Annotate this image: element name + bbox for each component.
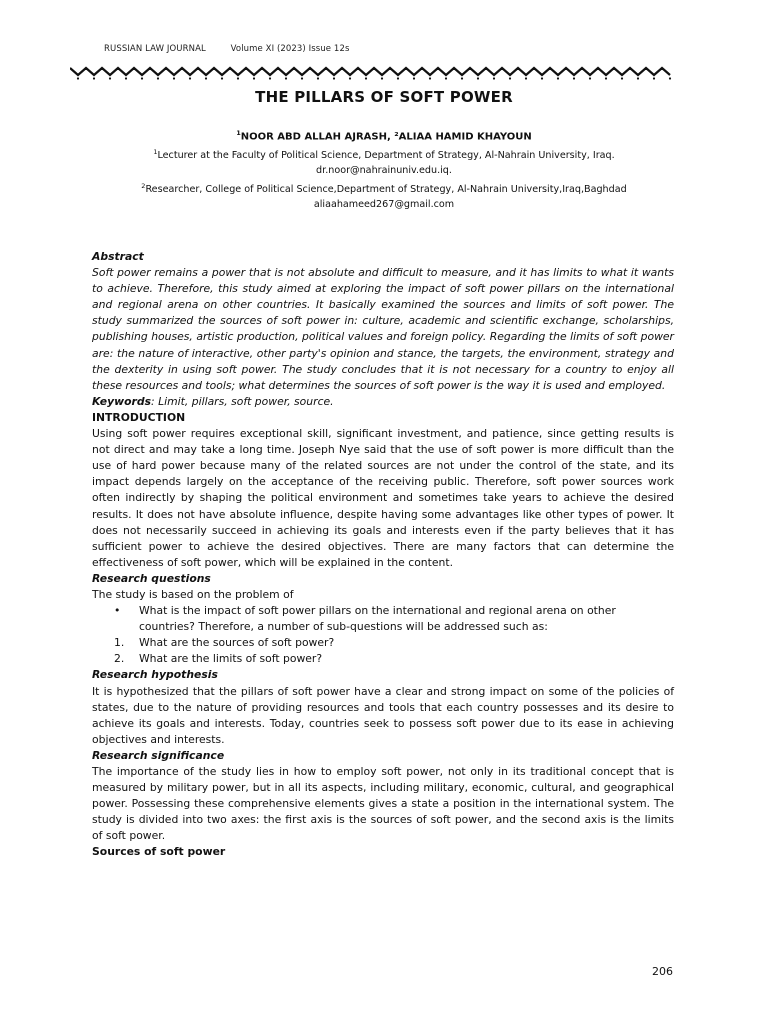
journal-issue: Volume XI (2023) Issue 12s [230, 44, 350, 54]
paper-body [92, 249, 674, 861]
zigzag-dot [461, 77, 463, 79]
email-1: dr.noor@nahrainuniv.edu.iq. [316, 165, 452, 177]
zigzag-dot [589, 77, 591, 79]
introduction-heading: INTRODUCTION [92, 410, 186, 424]
abstract-text: Soft power remains a power that is not absolute and difficult to measure, and it has limits to what it wants to achieve. Therefore, this study aimed at exploring the impact of soft power pillars on the international and regional arena on other countries. It basically examined the sources and limits of soft power. The study summarized the sources of soft power in: culture, academic and scientific exchange, scholarships, publishing houses, artistic production, political values and foreign policy. Regarding the limits of soft power are: the nature of interactive, other party's opinion and stance, the targets, the environment, strategy and the dexterity in using soft power. The study concludes that it is not necessary for a country to enjoy all these resources and tools; what determines the sources of soft power is the way it is used and employed. [92, 266, 674, 392]
list-item [92, 651, 674, 667]
zigzag-dot [253, 77, 255, 79]
research-questions-intro: The study is based on the problem of [92, 587, 294, 601]
zigzag-dot [509, 77, 511, 79]
zigzag-dot [573, 77, 575, 79]
zigzag-dot [221, 77, 223, 79]
zigzag-dot [77, 77, 79, 79]
zigzag-dot [637, 77, 639, 79]
zigzag-dot [333, 77, 335, 79]
zigzag-dot [621, 77, 623, 79]
page-number: 206 [652, 965, 673, 978]
zigzag-dot [413, 77, 415, 79]
sub-question: What are the limits of soft power? [139, 652, 323, 666]
research-hypothesis-text: It is hypothesized that the pillars of soft power have a clear and strong impact on some of the policies of states, due to the nature of providing resources and tools that each country possesses and its desire to achieve its goals and interests. Today, countries seek to possess soft power due to its ease in achieving objectives and interests. [92, 684, 674, 746]
zigzag-dot [525, 77, 527, 79]
list-marker: 1. [114, 636, 125, 650]
zigzag-dot [269, 77, 271, 79]
list-marker: 2. [114, 652, 125, 666]
zigzag-dot [189, 77, 191, 79]
journal-name: RUSSIAN LAW JOURNAL [104, 44, 206, 54]
zigzag-dot [365, 77, 367, 79]
keywords-text: : Limit, pillars, soft power, source. [151, 394, 334, 408]
running-header [104, 44, 371, 54]
author-block [0, 126, 768, 213]
research-questions-heading: Research questions [92, 571, 211, 585]
zigzag-dot [237, 77, 239, 79]
affiliation-2: $^2$Researcher, College of Political Science,Department of Strategy, Al-Nahrain University,Iraq,Baghdad [141, 181, 627, 196]
abstract-section [92, 249, 674, 394]
zigzag-dot [125, 77, 127, 79]
zigzag-dot [477, 77, 479, 79]
abstract-heading: Abstract [92, 250, 144, 263]
zigzag-dot [493, 77, 495, 79]
zigzag-dot [653, 77, 655, 79]
paper-title: THE PILLARS OF SOFT POWER [255, 88, 513, 106]
sub-question: What are the sources of soft power? [139, 636, 335, 650]
zigzag-dot [317, 77, 319, 79]
zigzag-dot [557, 77, 559, 79]
zigzag-dot [541, 77, 543, 79]
zigzag-dot [445, 77, 447, 79]
zigzag-dot [301, 77, 303, 79]
zigzag-dot [93, 77, 95, 79]
zigzag-dot [173, 77, 175, 79]
zigzag-dot [157, 77, 159, 79]
zigzag-dot [205, 77, 207, 79]
main-question-list [92, 603, 674, 635]
affiliation-1: $^1$Lecturer at the Faculty of Political Science, Department of Strategy, Al-Nahrain University, Iraq. [153, 148, 615, 162]
sources-heading: Sources of soft power [92, 845, 226, 859]
bullet-marker: • [114, 604, 121, 618]
zigzag-dot [141, 77, 143, 79]
author-names: $^1$NOOR ABD ALLAH AJRASH, ²ALIAA HAMID KHAYOUN [236, 129, 532, 143]
zigzag-dot [669, 77, 671, 79]
introduction-text: Using soft power requires exceptional skill, significant investment, and patience, since getting results is not direct and may take a long time. Joseph Nye said that the use of soft power is more difficult than the use of hard power because many of the related sources are not under the control of the state, and its impact depends largely on the acceptance of the receiving public. Therefore, soft power sources work often indirectly by shaping the political environment and sometimes take years to achieve the desired results. It does not have absolute influence, despite having some advantages like other types of power. It does not necessarily succeed in achieving its goals and interests even if the party believes that it has sufficient power to achieve the desired objectives. There are many factors that can determine the effectiveness of soft power, which will be explained in the content. [92, 427, 674, 569]
list-item [92, 635, 674, 651]
list-item [92, 603, 674, 635]
main-question: What is the impact of soft power pillars on the international and regional arena on other countries? Therefore, a number of sub-questions will be addressed such as: [139, 604, 616, 634]
zigzag-dot [397, 77, 399, 79]
zigzag-dot [605, 77, 607, 79]
decorative-zigzag-border [70, 66, 676, 80]
zigzag-dot [349, 77, 351, 79]
keywords-label: Keywords [92, 394, 152, 408]
zigzag-dot [109, 77, 111, 79]
email-2: aliaahameed267@gmail.com [313, 198, 455, 210]
research-significance-heading: Research significance [92, 748, 225, 762]
zigzag-dot [429, 77, 431, 79]
zigzag-dot [381, 77, 383, 79]
research-significance-text: The importance of the study lies in how to employ soft power, not only in its traditional concept that is measured by military power, but in all its aspects, including military, economic, cultural, and geographical power. Possessing these comprehensive elements gives a state a position in the international system. The study is divided into two axes: the first axis is the sources of soft power, and the second axis is the limits of soft power. [92, 765, 674, 843]
zigzag-dot [285, 77, 287, 79]
sub-question-list [92, 635, 674, 667]
keywords-line [92, 394, 674, 410]
research-hypothesis-heading: Research hypothesis [92, 668, 218, 682]
